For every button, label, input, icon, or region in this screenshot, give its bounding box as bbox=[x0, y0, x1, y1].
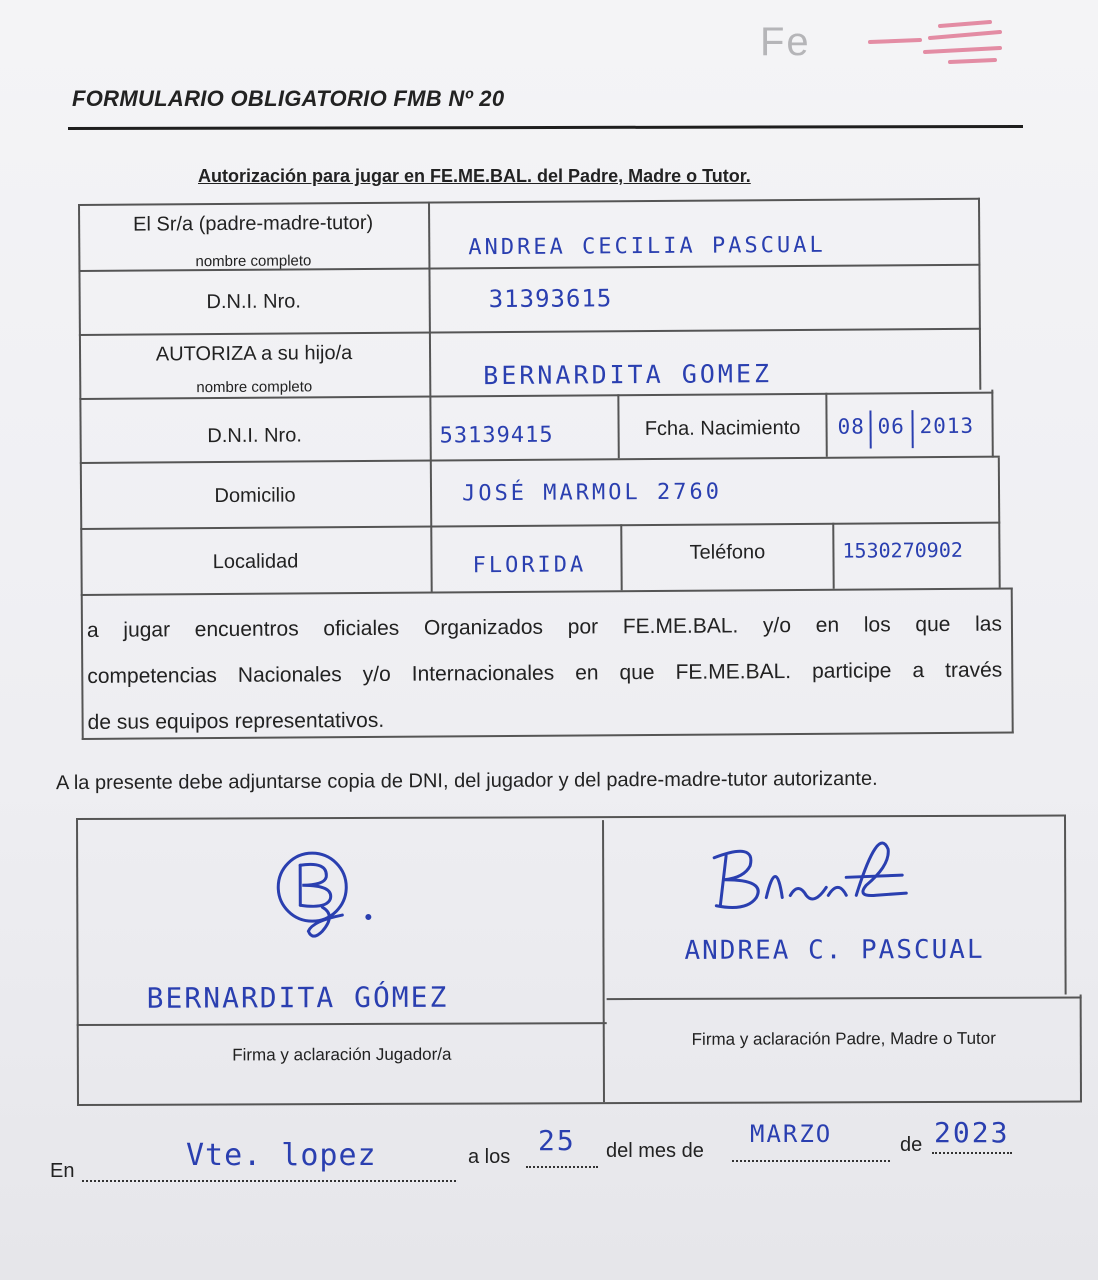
logo-text: Fe bbox=[760, 20, 811, 64]
title-divider bbox=[68, 125, 1023, 130]
child-sublabel: nombre completo bbox=[196, 378, 313, 397]
player-printed-name: BERNARDITA GÓMEZ bbox=[146, 980, 449, 1015]
day-value: 25 bbox=[538, 1124, 576, 1157]
day-dotted-line bbox=[526, 1166, 598, 1168]
authorization-line: a jugar encuentros oficiales Organizados por FE.ME.BAL. y/o en los que las bbox=[86, 612, 1003, 642]
parent-name-value: ANDREA CECILIA PASCUAL bbox=[468, 232, 826, 261]
birth-date-label: Fcha. Nacimiento bbox=[644, 416, 801, 441]
en-label: En bbox=[50, 1160, 75, 1182]
parent-sublabel: nombre completo bbox=[195, 252, 312, 271]
attachment-note: A la presente debe adjuntarse copia de DNI, del jugador y del padre-madre-tutor autorizante. bbox=[55, 767, 878, 795]
parent-signature-icon bbox=[706, 835, 926, 926]
year-value: 2023 bbox=[934, 1116, 1010, 1149]
parent-dni-label: D.N.I. Nro. bbox=[206, 290, 301, 314]
parent-label: El Sr/a (padre-madre-tutor) bbox=[133, 211, 374, 236]
player-signature-caption: Firma y aclaración Jugador/a bbox=[232, 1044, 452, 1065]
address-value: JOSÉ MARMOL 2760 bbox=[461, 479, 723, 507]
date-separator bbox=[911, 410, 913, 448]
parent-signature-caption: Firma y aclaración Padre, Madre o Tutor bbox=[691, 1028, 996, 1049]
femebal-logo bbox=[760, 18, 1010, 68]
birth-day: 08 bbox=[837, 414, 865, 439]
city-value: FLORIDA bbox=[472, 552, 587, 579]
form-title: FORMULARIO OBLIGATORIO FMB Nº 20 bbox=[72, 86, 505, 111]
child-dni-value: 53139415 bbox=[439, 422, 554, 449]
birth-year: 2013 bbox=[919, 413, 975, 439]
signature-table bbox=[76, 814, 1082, 1108]
de-label: de bbox=[900, 1134, 923, 1156]
authorization-text bbox=[87, 602, 1003, 746]
year-dotted-line bbox=[932, 1152, 1012, 1154]
authorization-table bbox=[78, 198, 1012, 740]
child-dni-label: D.N.I. Nro. bbox=[207, 424, 302, 448]
logo-mark-icon bbox=[860, 18, 1010, 68]
parent-printed-name: ANDREA C. PASCUAL bbox=[684, 934, 985, 966]
place-date-line bbox=[46, 1116, 1026, 1188]
month-dotted-line bbox=[732, 1160, 890, 1162]
birth-month: 06 bbox=[877, 414, 905, 439]
city-label: Localidad bbox=[212, 550, 299, 574]
address-label: Domicilio bbox=[214, 484, 296, 508]
place-value: Vte. lopez bbox=[186, 1138, 377, 1173]
parent-dni-value: 31393615 bbox=[488, 284, 613, 314]
phone-label: Teléfono bbox=[689, 541, 766, 564]
month-value: MARZO bbox=[750, 1120, 833, 1148]
child-name-value: BERNARDITA GOMEZ bbox=[483, 359, 773, 391]
place-dotted-line bbox=[82, 1180, 456, 1182]
authorization-line: de sus equipos representativos. bbox=[87, 708, 385, 734]
date-separator bbox=[869, 410, 871, 448]
phone-value: 1530270902 bbox=[842, 537, 963, 563]
mes-label: del mes de bbox=[606, 1140, 704, 1162]
a-los-label: a los bbox=[468, 1146, 511, 1168]
authorization-line: competencias Nacionales y/o Internacionales en que FE.ME.BAL. participe a través bbox=[87, 658, 1003, 688]
form-subtitle: Autorización para jugar en FE.ME.BAL. del Padre, Madre o Tutor. bbox=[198, 166, 751, 186]
child-label: AUTORIZA a su hijo/a bbox=[155, 342, 353, 366]
player-signature-icon bbox=[272, 845, 382, 955]
birth-date-value bbox=[837, 414, 997, 447]
